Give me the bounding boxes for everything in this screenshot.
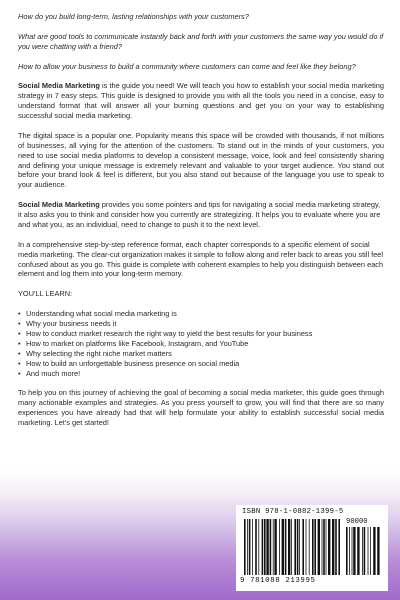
learn-item: • Why your business needs it — [18, 319, 384, 329]
ean-digits-label: 9 781088 213995 — [240, 577, 316, 585]
question-1: How do you build long-term, lasting relationships with your customers? — [18, 12, 249, 21]
learn-item: • And much more! — [18, 369, 384, 379]
learn-list — [18, 309, 384, 378]
ean-barcode-icon — [244, 519, 342, 575]
learn-item: • Why selecting the right niche market matters — [18, 349, 384, 359]
price-code-label: 90000 — [346, 518, 368, 526]
pointers-text: provides you some pointers and tips for navigating a social media marketing strategy, it also asks you to think and consider how you currently are strategizing. It helps you to evaluate where you are and what you, as an individual, need to change to push it to the next level. — [18, 200, 381, 229]
question-2: What are good tools to communicate instantly back and forth with your customers the same way you would do if you were chatting with a friend? — [18, 31, 384, 51]
learn-item: • How to conduct market research the right way to yield the best results for your business — [18, 329, 384, 339]
closing-paragraph: To help you on this journey of achieving the goal of becoming a social media marketer, this guide goes through many actionable examples and strategies. As you press yourself to grow, you will find that there are so many experiences you have already had that will help formulate your ability to establish successful social media marketing. Let's get started! — [18, 388, 384, 428]
back-cover-text — [18, 12, 384, 438]
intro-paragraph — [18, 81, 384, 121]
format-paragraph: In a comprehensive step-by-step reference format, each chapter corresponds to a specific element of social media marketing. The clear-cut organization makes it simple to follow along and refer back to areas you still feel confused about as you go. This guide is complete with coherent examples to help you distinguish between each element and log them into your long-term memory. — [18, 239, 384, 279]
pointers-paragraph — [18, 200, 384, 230]
learn-item: • How to build an unforgettable business presence on social media — [18, 359, 384, 369]
intro-text: is the guide you need! We will teach you how to establish your social media marketing strategy in 7 easy steps. This guide is designed to provide you with all the tools you need in a concise, easy to understand format that will answer all your burning questions and get you on your way to establishing successful social media marketing. — [18, 81, 384, 121]
isbn-barcode — [236, 505, 388, 591]
question-3: How to allow your business to build a community where customers can come and feel like they belong? — [18, 61, 356, 71]
learn-item: • How to market on platforms like Facebook, Instagram, and YouTube — [18, 339, 384, 349]
isbn-label: ISBN 978-1-0882-1399-5 — [242, 508, 344, 516]
digital-space-paragraph: The digital space is a popular one. Popularity means this space will be crowded with thousands, if not millions of businesses, all vying for the attention of the customers. To stand out in the minds of your customers, you need to use social media platforms to develop a consistent message, voice, look and feel consistently sharing and defining your unique message is extremely relevant and valuable to your target audience. You stand out before your brand look & feel is different, but you also stand out because of the language you use to speak to your audience. — [18, 130, 384, 190]
question-block — [18, 12, 384, 71]
addon-barcode-icon — [346, 527, 380, 575]
learn-item: • Understanding what social media marketing is — [18, 309, 384, 319]
book-title-inline: Social Media Marketing — [18, 81, 100, 91]
book-title-inline: Social Media Marketing — [18, 200, 100, 210]
learn-heading: YOU'LL LEARN: — [18, 289, 73, 299]
